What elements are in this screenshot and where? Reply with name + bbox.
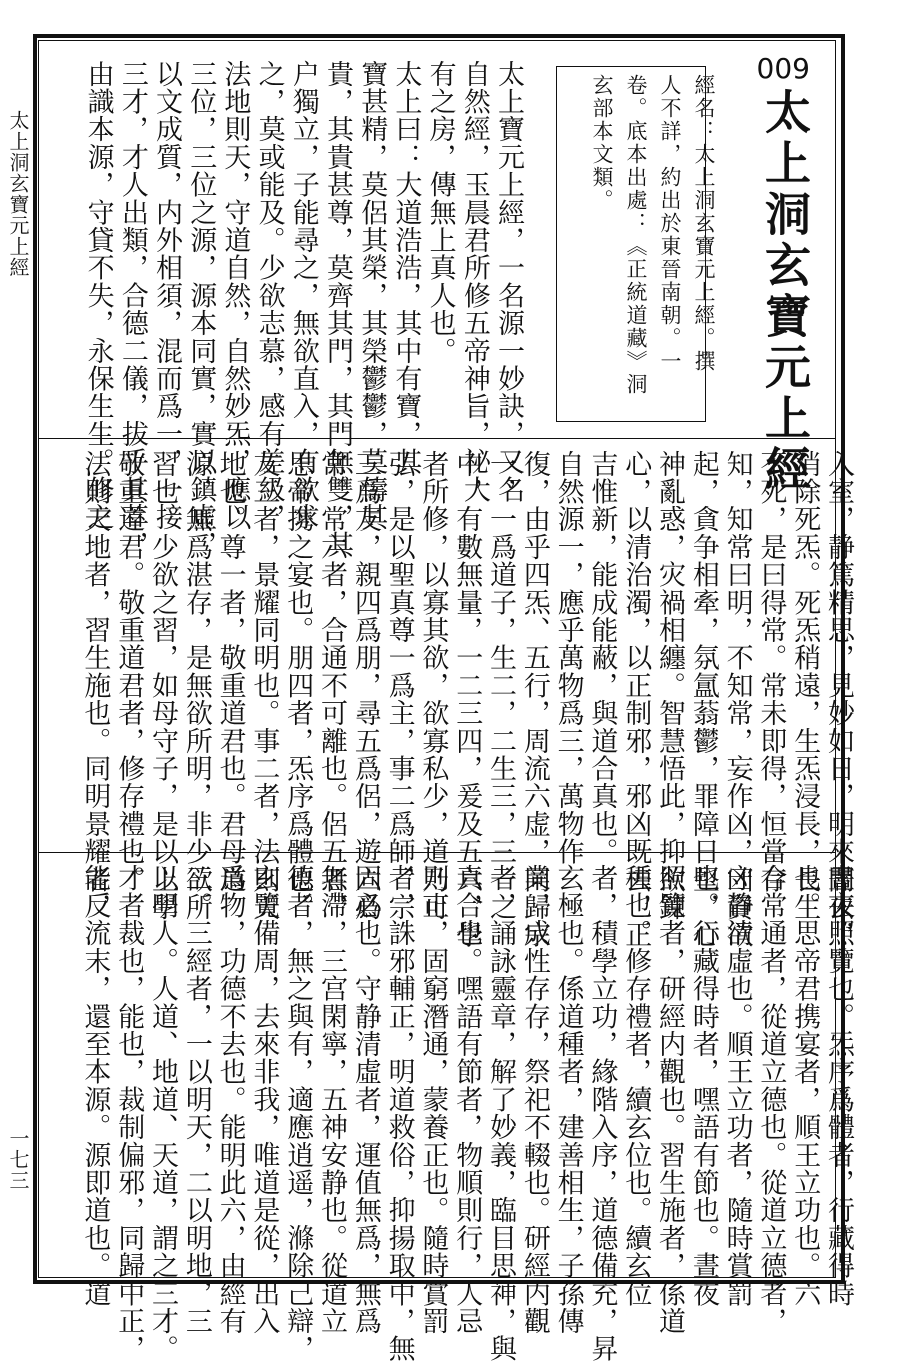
text-column: 者，誦詠靈章，解了妙義，臨目思神，與 bbox=[485, 864, 516, 1363]
text-number: 009 bbox=[756, 52, 810, 85]
text-column: 才者裁也，能也，裁制偏邪，同歸中正， bbox=[113, 864, 145, 1363]
text-column: 知，知常曰明，不知常，妄作凶，凶資欲 bbox=[721, 450, 753, 949]
text-column: 三爲友，親四爲朋，尋五爲侶，遊六爲 bbox=[349, 450, 381, 921]
text-column: 由識本源，守貸不失，永保生生。修之 bbox=[82, 60, 114, 531]
text-column: 晝夜照覽也。炁序爲體者，行藏得時 bbox=[823, 864, 854, 1308]
text-column: 自然源一，應乎萬物爲三，萬物作 bbox=[552, 450, 584, 866]
text-column: 真合也。嘿語有節者，物順則行，人忌 bbox=[451, 864, 483, 1335]
text-column: 心，以清治濁，以正制邪，邪凶既去，正 bbox=[620, 450, 652, 949]
text-column: 法則天地者，習生施也。同明景耀者， bbox=[79, 450, 111, 921]
text-column: 三位，三位之源，源本同實，實以鎮虛， bbox=[185, 60, 217, 559]
text-column: 思帝携之宴也。朋四者，炁序爲體也。 bbox=[282, 450, 314, 921]
text-column: 者，誅邪輔正，明道救俗，抑揚取中，無 bbox=[383, 864, 415, 1363]
text-column: 吉惟新，能成能蔽，與道合真也。 bbox=[586, 450, 618, 866]
text-column: 一，一爲道子，生二，二生三，三一之 bbox=[485, 450, 516, 921]
text-column: 守静清虛也。順王立功者，隨時賞罰 bbox=[721, 864, 753, 1308]
text-column: 太上寶元上經，一名源一妙訣，又名 bbox=[493, 60, 524, 504]
text-column: 也。行藏得時者，嘿語有節也。晝夜 bbox=[687, 864, 719, 1308]
text-column: 以明人。人道、地道、天道，謂之三才。 bbox=[147, 864, 178, 1363]
text-column: 貴，其貴甚尊，莫齊其門，其門無雙，其 bbox=[322, 60, 353, 559]
text-column: 中，有數無量，一二三四，爰及五六，學 bbox=[451, 450, 483, 949]
text-column: 者所修，以寡其欲，欲寡私少，道乃可 bbox=[417, 450, 449, 921]
text-column: 玄極也。係道種者，建善相生，子孫傳 bbox=[552, 864, 584, 1335]
text-column: 者，積學立功，緣階入序，道德備充，昇 bbox=[586, 864, 618, 1363]
text-column: 德者，無之與有，適應逍遥，滌除己辯， bbox=[282, 864, 314, 1363]
text-column: 三。三經者，一以明天，二以明地，三 bbox=[180, 864, 212, 1335]
text-column: 習也。少欲之習，如母守子，是以上學 bbox=[147, 450, 178, 921]
text-column: 三才，才人出類，合德二儀，拔乎其萃， bbox=[116, 60, 148, 559]
text-column: 固必也。守静清虛者，運值無爲，無爲 bbox=[349, 864, 381, 1335]
text-column: 起，貪争相牽，氛氲蓊鬱，罪障日堅，心 bbox=[687, 450, 719, 949]
text-column: 太上曰：大道浩浩，其中有寶，其 bbox=[390, 60, 422, 476]
text-column: 種也。修存禮者，續玄位也。續玄位 bbox=[620, 864, 652, 1308]
text-column: 以文成質，内外相須，混而爲一，一接 bbox=[151, 60, 182, 531]
text-column: 玄覽備周，去來非我，唯道是從，出入 bbox=[248, 864, 280, 1335]
text-column: 户獨立，子能尋之，無欲直入，有欲求 bbox=[287, 60, 319, 531]
text-column: 爲物，功德不去也。能明此六，由經有 bbox=[214, 864, 246, 1335]
text-column: 源，無爲湛存，是無欲所明，非少欲所 bbox=[180, 450, 212, 921]
text-column: 也。思帝君携宴者，順王立功也。六 bbox=[789, 864, 821, 1308]
text-column: 消除死炁。死炁稍遠，生炁浸長，長生 bbox=[789, 450, 821, 921]
text-column: 照覽者，研經内觀也。習生施者，係道 bbox=[654, 864, 685, 1335]
page-title: 太上洞玄寶元上經 bbox=[758, 88, 812, 496]
text-column: 業，成性存存，祭祀不輟也。研經内觀 bbox=[518, 864, 550, 1335]
text-column: 有之房，傳無上真人也。 bbox=[424, 60, 456, 365]
text-column: 之，莫或能及。少欲志慕，感有差級， bbox=[253, 60, 285, 531]
running-title: 太上洞玄寶元上經 bbox=[6, 110, 30, 278]
text-column: 寶甚精，莫侶其榮，其榮鬱鬱，莫儔其 bbox=[356, 60, 388, 531]
text-column: 弘，是以聖真尊一爲主，事二爲師，宗 bbox=[383, 450, 415, 921]
text-column: 友三者，景耀同明也。事二者，法則天 bbox=[248, 450, 280, 921]
text-column: 常。常六者，合通不可離也。侶五者， bbox=[316, 450, 347, 921]
text-column: 則止，固窮潛通，蒙養正也。隨時賞罰 bbox=[417, 864, 449, 1335]
text-column: 復，由乎四炁、五行，周流六虚，同歸宗 bbox=[518, 450, 550, 949]
text-column: 地也。尊一者，敬重道君也。君母道 bbox=[214, 450, 246, 894]
text-column: 入室，静篤精思，見妙如日，明來闇去， bbox=[823, 450, 854, 949]
text-column: 法地則天，守道自然，自然妙炁，應以 bbox=[219, 60, 251, 531]
text-column: 卷。底本出處：《正統道藏》洞 bbox=[624, 74, 648, 396]
text-column: 敬重道君。敬重道君者，修存禮也。 bbox=[113, 450, 145, 894]
text-column: 能反流末，還至本源。源即道也。道 bbox=[79, 864, 111, 1308]
text-column: 神亂惑，灾禍相纏。智慧悟此，抑欲錬 bbox=[654, 450, 685, 921]
text-column: 不死，是曰得常。常未即得，恒當存 bbox=[755, 450, 787, 894]
text-column: 自然經，玉晨君所修五帝神旨，祕大 bbox=[458, 60, 490, 504]
text-column: 無滯，三宫閑寧，五神安静也。從道立 bbox=[316, 864, 347, 1335]
text-column: 玄部本文類。 bbox=[590, 74, 614, 212]
text-column: 人不詳，約出於東晉南朝。一 bbox=[658, 74, 682, 373]
text-column: 經名：太上洞玄寶元上經。撰 bbox=[692, 74, 716, 373]
page-number: 一七三 bbox=[6, 1128, 30, 1191]
text-column: 合常通者，從道立德也。從道立德者， bbox=[755, 864, 787, 1335]
